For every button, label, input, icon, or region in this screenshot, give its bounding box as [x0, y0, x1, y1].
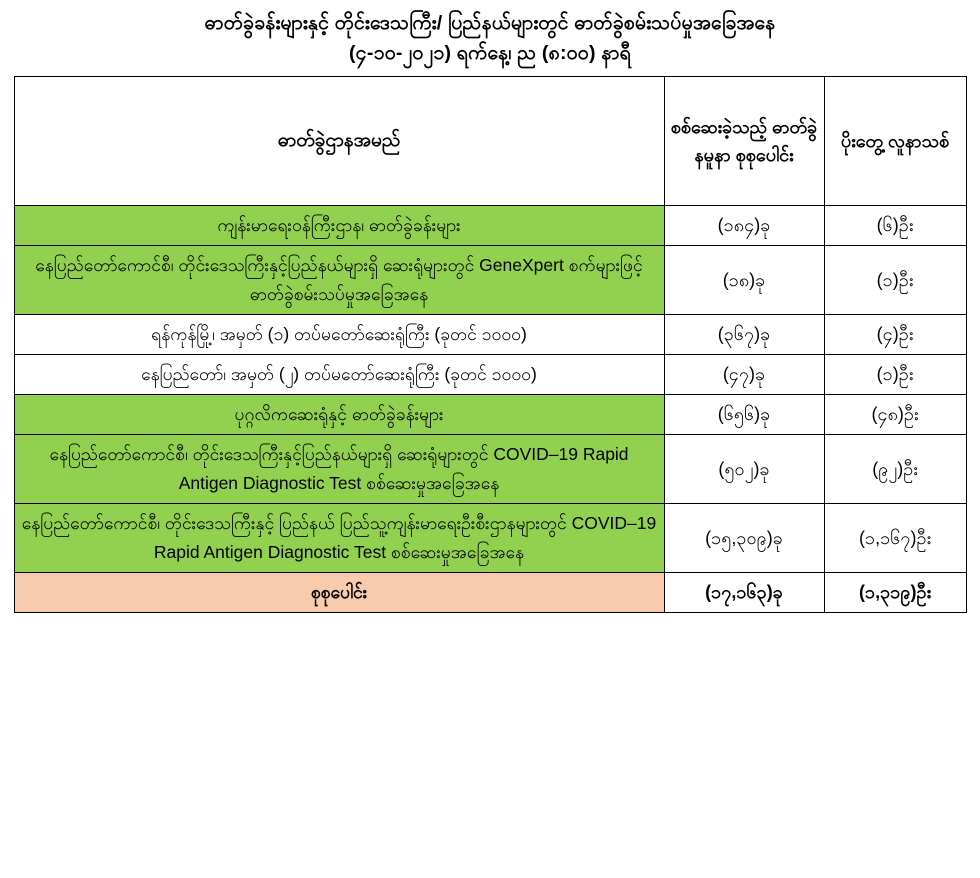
- table-body: [14, 206, 966, 613]
- total-cases: (၁,၃၁၉)ဦး: [824, 573, 966, 613]
- row-total-tests: (၁၈၄)ခု: [664, 206, 824, 246]
- column-header-lab-name: ဓာတ်ခွဲဌာနအမည်: [14, 77, 664, 206]
- row-new-cases: (၆)ဦး: [824, 206, 966, 246]
- row-total-tests: (၆၅၆)ခု: [664, 395, 824, 435]
- title-line-1: ဓာတ်ခွဲခန်းများနှင့် တိုင်းဒေသကြီး/ ပြည်နယ်များတွင် ဓာတ်ခွဲစမ်းသပ်မှုအခြေအနေ: [204, 12, 776, 34]
- row-lab-name: ရန်ကုန်မြို့၊ အမှတ် (၁) တပ်မတော်ဆေးရုံကြီး (ခုတင် ၁၀၀၀): [14, 315, 664, 355]
- row-new-cases: (၁,၁၆၇)ဦး: [824, 504, 966, 573]
- row-new-cases: (၄)ဦး: [824, 315, 966, 355]
- table-header-row: [14, 77, 966, 206]
- row-total-tests: (၅၀၂)ခု: [664, 435, 824, 504]
- row-lab-name: နေပြည်တော်ကောင်စီ၊ တိုင်းဒေသကြီးနှင့် ပြည်နယ် ပြည်သူ့ကျန်းမာရေးဦးစီးဌာနများတွင် COVID–19 Rapid Antigen Diagnostic Test စစ်ဆေးမှုအခြေအနေ: [14, 504, 664, 573]
- table-row: [14, 504, 966, 573]
- table-row: [14, 206, 966, 246]
- row-total-tests: (၁၅,၃၀၉)ခု: [664, 504, 824, 573]
- table-total-row: [14, 573, 966, 613]
- row-lab-name: နေပြည်တော်ကောင်စီ၊ တိုင်းဒေသကြီးနှင့်ပြည်နယ်များရှိ ဆေးရုံများတွင် GeneXpert စက်များဖြင့် ဓာတ်ခွဲစမ်းသပ်မှုအခြေအနေ: [14, 246, 664, 315]
- row-total-tests: (၄၇)ခု: [664, 355, 824, 395]
- row-lab-name: ပုဂ္ဂလိကဆေးရုံနှင့် ဓာတ်ခွဲခန်းများ: [14, 395, 664, 435]
- row-total-tests: (၃၆၇)ခု: [664, 315, 824, 355]
- row-lab-name: နေပြည်တော်ကောင်စီ၊ တိုင်းဒေသကြီးနှင့်ပြည်နယ်များရှိ ဆေးရုံများတွင် COVID–19 Rapid Antigen Diagnostic Test စစ်ဆေးမှုအခြေအနေ: [14, 435, 664, 504]
- row-new-cases: (၄၈)ဦး: [824, 395, 966, 435]
- lab-testing-table: [14, 76, 967, 613]
- table-row: [14, 355, 966, 395]
- total-tests: (၁၇,၁၆၃)ခု: [664, 573, 824, 613]
- table-row: [14, 246, 966, 315]
- total-label: စုစုပေါင်း: [14, 573, 664, 613]
- table-row: [14, 315, 966, 355]
- table-row: [14, 395, 966, 435]
- table-row: [14, 435, 966, 504]
- row-new-cases: (၉၂)ဦး: [824, 435, 966, 504]
- row-total-tests: (၁၈)ခု: [664, 246, 824, 315]
- table-header: [14, 77, 966, 206]
- row-lab-name: ကျန်းမာရေးဝန်ကြီးဌာန၊ ဓာတ်ခွဲခန်းများ: [14, 206, 664, 246]
- row-new-cases: (၁)ဦး: [824, 246, 966, 315]
- column-header-total-tests: စစ်ဆေးခဲ့သည့် ဓာတ်ခွဲနမူနာ စုစုပေါင်း: [664, 77, 824, 206]
- column-header-new-cases: ပိုးတွေ့ လူနာသစ်: [824, 77, 966, 206]
- row-new-cases: (၁)ဦး: [824, 355, 966, 395]
- row-lab-name: နေပြည်တော်၊ အမှတ် (၂) တပ်မတော်ဆေးရုံကြီး (ခုတင် ၁၀၀၀): [14, 355, 664, 395]
- document-title: [12, 8, 968, 68]
- title-line-2: (၄-၁၀-၂၀၂၁) ရက်နေ့၊ ည (၈:၀၀) နာရီ: [348, 42, 631, 64]
